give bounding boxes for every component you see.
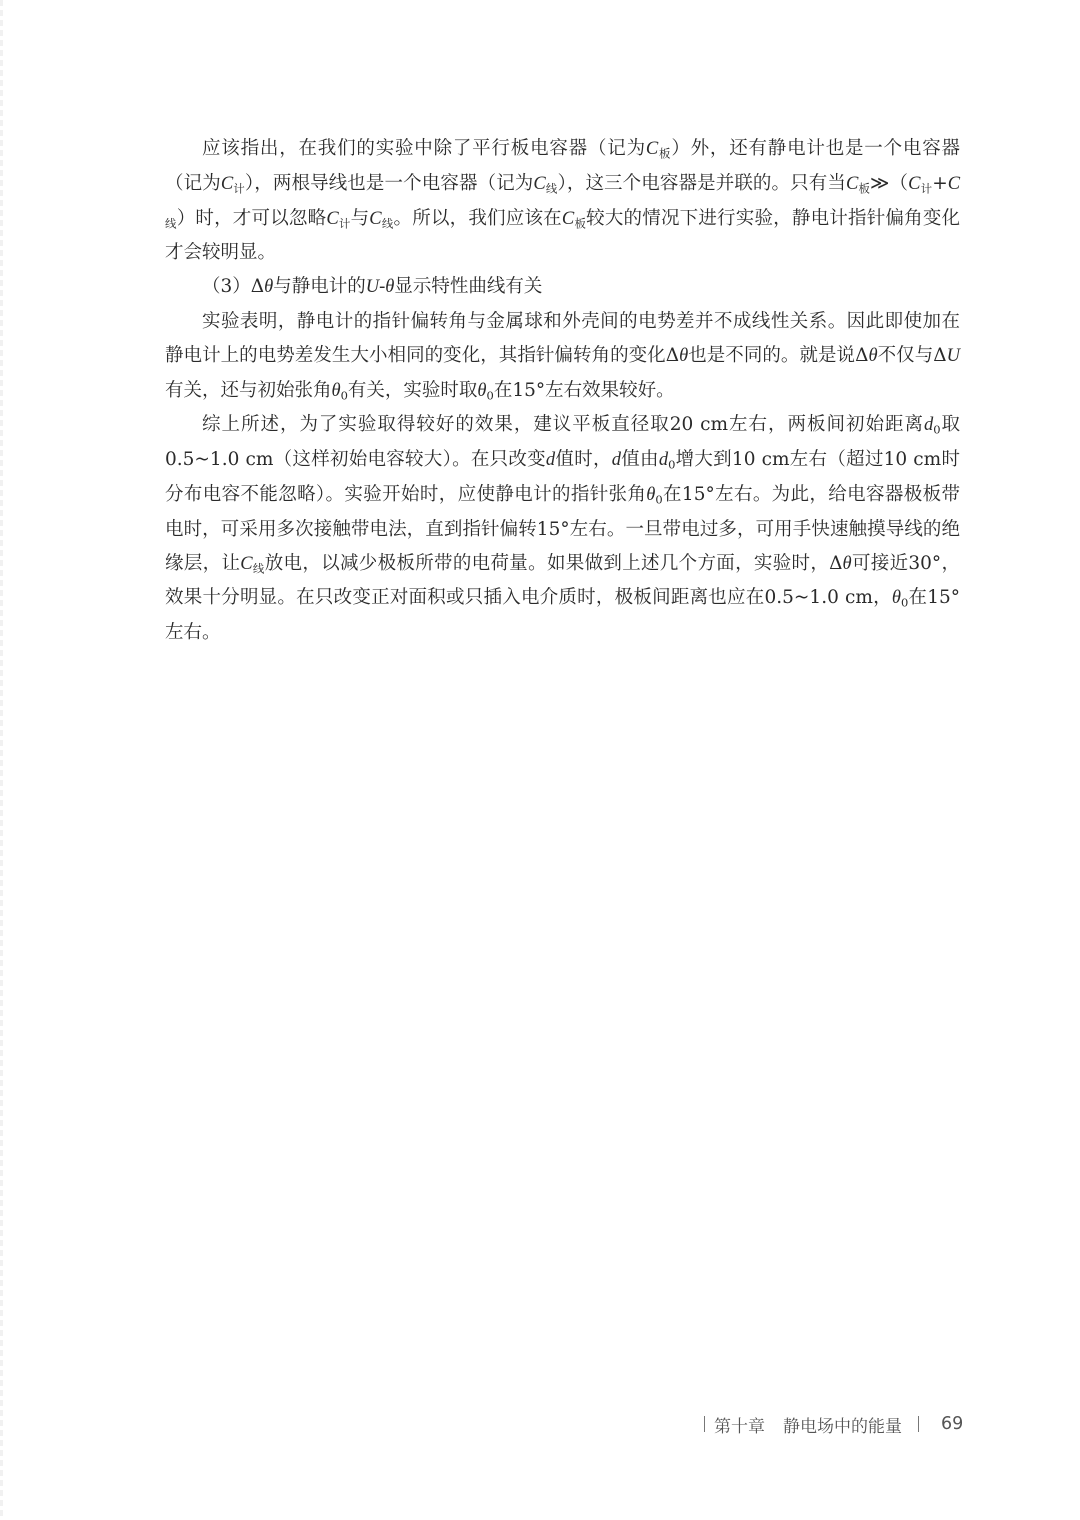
subscript: 0 bbox=[933, 422, 941, 437]
math-variable: θ bbox=[646, 484, 656, 505]
text-run: 与静电计的 bbox=[273, 276, 366, 298]
subscript: 计 bbox=[233, 181, 245, 196]
text-run: ≫（ bbox=[870, 172, 909, 194]
subscript: 线 bbox=[545, 181, 558, 196]
footer-divider-right bbox=[918, 1416, 919, 1432]
text-run: 应该指出，在我们的实验中除了平行板电容器（记为 bbox=[202, 138, 646, 159]
math-variable: θ bbox=[891, 588, 901, 609]
subscript: 线 bbox=[165, 216, 177, 231]
math-variable: C bbox=[220, 173, 234, 194]
text-run: 有关，还与初始张角 bbox=[165, 379, 332, 401]
text-run: ），这三个电容器是并联的。只有当 bbox=[557, 172, 846, 194]
text-run: 显示特性曲线有关 bbox=[394, 276, 543, 298]
text-run: （3）Δ bbox=[202, 276, 265, 298]
subscript: 板 bbox=[658, 146, 672, 161]
text-run: + bbox=[932, 172, 948, 194]
text-run: ），两根导线也是一个电容器（记为 bbox=[244, 172, 534, 194]
subscript: 线 bbox=[381, 216, 394, 231]
subscript: 0 bbox=[655, 492, 663, 507]
subscript: 板 bbox=[574, 216, 587, 231]
footer-chapter: 第十章 bbox=[714, 1416, 765, 1437]
subscript: 0 bbox=[900, 595, 909, 610]
text-run: 不仅与Δ bbox=[877, 344, 947, 366]
page-footer bbox=[704, 1409, 964, 1439]
paragraph bbox=[165, 408, 960, 650]
math-variable: C bbox=[533, 173, 546, 194]
math-variable: C bbox=[369, 208, 382, 229]
text-run: 实验表明，静电计的指针偏转角与金属球和外壳间的电势差并不成线性关系。因此即使加在静电计上的电势差发生大小相同的变化，其指针偏转角的变化Δ bbox=[165, 310, 960, 366]
text-run: ）外，还有静电计也是一个电容器（记为 bbox=[165, 138, 960, 194]
math-variable: U bbox=[946, 345, 960, 366]
math-variable: θ bbox=[264, 277, 274, 298]
math-variable: d bbox=[923, 415, 934, 436]
footer-divider-left bbox=[704, 1416, 705, 1432]
text-run: 值时， bbox=[555, 449, 612, 471]
math-variable: θ bbox=[679, 345, 689, 366]
text-run: 在15°左右。 bbox=[165, 587, 960, 644]
text-run: 有关，实验时取 bbox=[347, 379, 478, 401]
text-run: 与 bbox=[350, 207, 370, 229]
body-text bbox=[165, 132, 960, 650]
subscript: 板 bbox=[858, 181, 871, 196]
math-variable: C bbox=[846, 173, 859, 194]
text-run: 在15°左右效果较好。 bbox=[493, 379, 675, 401]
math-variable: θ bbox=[477, 380, 487, 401]
subscript: 0 bbox=[668, 457, 676, 472]
math-variable: d bbox=[611, 450, 621, 471]
math-variable: C bbox=[240, 553, 253, 574]
math-variable: d bbox=[545, 450, 556, 471]
subscript: 线 bbox=[252, 561, 265, 575]
text-run: 综上所述，为了实验取得较好的效果，建议平板直径取20 cm左右，两板间初始距离 bbox=[202, 414, 924, 436]
section-heading bbox=[165, 270, 960, 305]
math-variable: θ bbox=[331, 380, 341, 401]
math-variable: C bbox=[326, 208, 339, 229]
paragraph bbox=[165, 305, 960, 408]
math-variable: C bbox=[645, 139, 659, 159]
subscript: 计 bbox=[920, 181, 933, 196]
page-edge-shadow bbox=[0, 0, 3, 1520]
page-number: 69 bbox=[941, 1414, 964, 1434]
math-variable: C bbox=[947, 173, 961, 194]
subscript: 0 bbox=[486, 388, 494, 403]
math-variable: θ bbox=[842, 553, 852, 574]
text-run: 放电，以减少极板所带的电荷量。如果做到上述几个方面，实验时，Δ bbox=[264, 552, 843, 574]
text-run: 。所以，我们应该在 bbox=[393, 207, 562, 229]
text-run: 取0.5~1.0 cm（这样初始电容较大）。在只改变 bbox=[165, 414, 960, 471]
math-variable: C bbox=[908, 173, 921, 194]
text-run: 可接近30°，效果十分明显。在只改变正对面积或只插入电介质时，极板间距离也应在0.5~1.0 cm， bbox=[165, 552, 960, 609]
text-run: 也是不同的。就是说Δ bbox=[688, 344, 869, 366]
math-variable: d bbox=[658, 450, 669, 471]
text-run: ）时，才可以忽略 bbox=[176, 207, 327, 229]
text-run: 较大的情况下进行实验，静电计指针偏角变化才会较明显。 bbox=[165, 207, 961, 264]
text-run: 在15°左右。为此，给电容器极板带电时，可采用多次接触带电法，直到指针偏转15°左右。一旦带电过多，可用手快速触摸导线的绝缘层，让 bbox=[165, 483, 960, 574]
subscript: 计 bbox=[338, 216, 351, 231]
paragraph bbox=[165, 132, 960, 270]
subscript: 0 bbox=[340, 388, 348, 403]
text-run: 值由 bbox=[621, 449, 659, 471]
math-variable: C bbox=[561, 208, 575, 229]
math-variable: θ bbox=[868, 345, 878, 366]
footer-chapter-title: 静电场中的能量 bbox=[783, 1416, 902, 1437]
math-variable: U-θ bbox=[365, 277, 395, 298]
text-run: 增大到10 cm左右（超过10 cm时分布电容不能忽略）。实验开始时，应使静电计的指针张角 bbox=[165, 449, 960, 505]
